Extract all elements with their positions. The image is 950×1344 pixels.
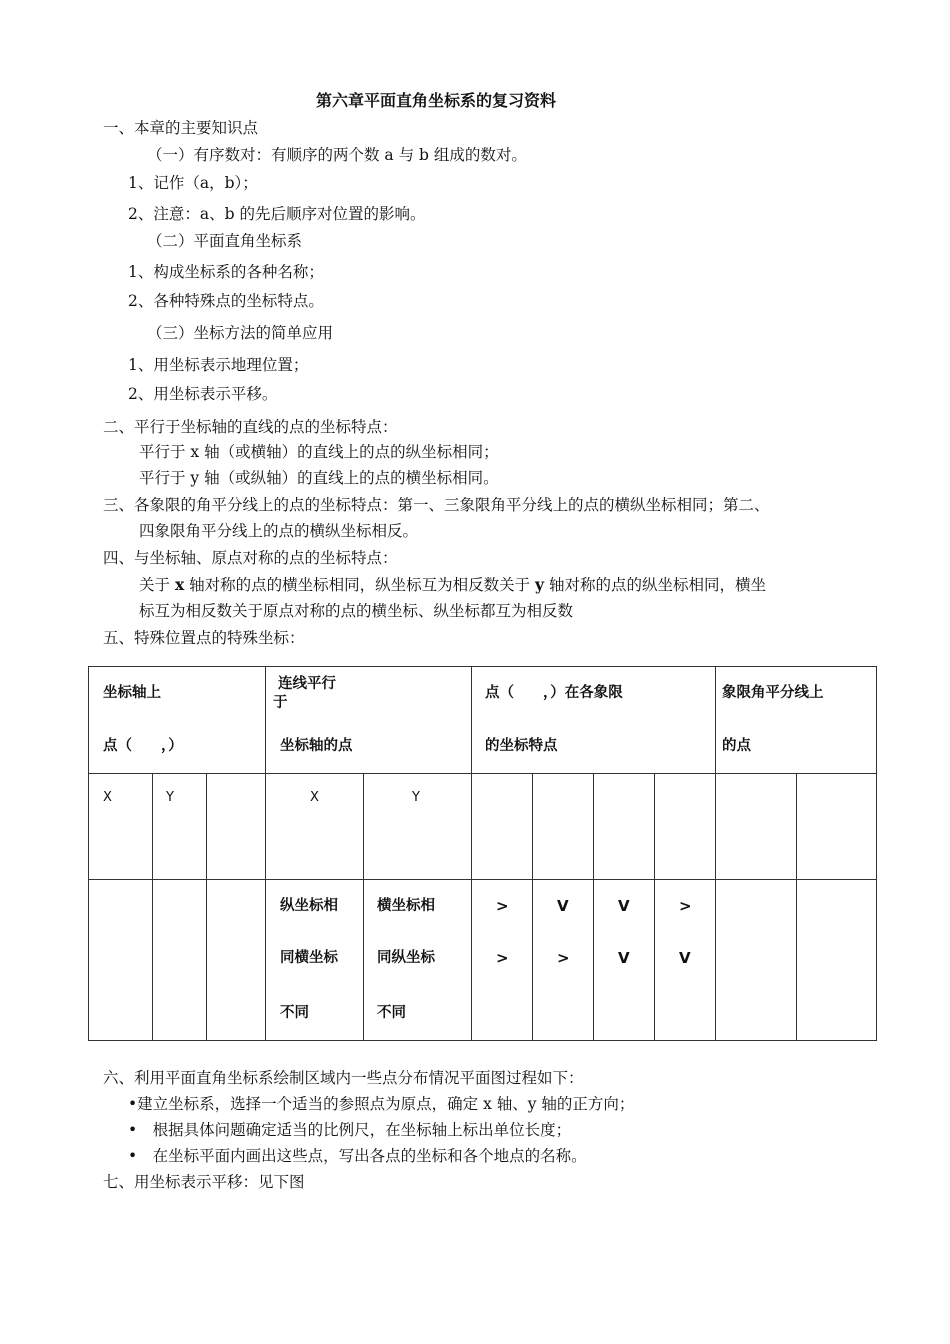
header-bisector-points — [716, 667, 877, 774]
header-parallel-line-3: 坐标轴的点 — [280, 738, 353, 754]
table-cell — [716, 774, 797, 880]
section-6-bullet-2: • 根据具体问题确定适当的比例尺，在坐标轴上标出单位长度； — [128, 1121, 572, 1139]
section-2-heading: 二、平行于坐标轴的直线的点的坐标特点： — [103, 418, 398, 436]
y-parallel-label: Y — [412, 790, 420, 805]
header-quadrant-line-2: 的坐标特点 — [485, 738, 558, 754]
table-cell — [797, 774, 877, 880]
header-axis-points — [89, 667, 266, 774]
section-6-bullet-3: • 在坐标平面内画出这些点，写出各点的坐标和各个地点的名称。 — [128, 1147, 587, 1165]
cell-y-label — [153, 774, 207, 880]
section-1-heading: 一、本章的主要知识点 — [103, 119, 259, 137]
table-cell — [716, 880, 797, 1041]
table-cell — [89, 880, 153, 1041]
header-axis-line-1: 坐标轴上 — [103, 685, 161, 701]
section-4-line-2: 标互为相反数关于原点对称的点的横坐标、纵坐标都互为相反数 — [139, 602, 574, 620]
section-3-line-2: 四象限角平分线上的点的横纵坐标相反。 — [139, 522, 419, 540]
special-coordinates-table — [88, 666, 877, 1041]
table-cell — [533, 774, 594, 880]
y-letter: y — [535, 575, 545, 594]
subsection-2-item-2: 2、各种特殊点的坐标特点。 — [128, 292, 324, 310]
parallel-y-line-1: 横坐标相 — [377, 898, 436, 914]
table-cell — [207, 880, 266, 1041]
quadrant-3-sign-y: V — [618, 949, 630, 967]
subsection-2-title: （二）平面直角坐标系 — [147, 232, 303, 250]
section-3-line-1: 三、各象限的角平分线上的点的坐标特点：第一、三象限角平分线上的点的横纵坐标相同；第二、 — [103, 496, 770, 514]
section-6-heading: 六、利用平面直角坐标系绘制区域内一些点分布情况平面图过程如下： — [103, 1069, 584, 1087]
table-cell — [153, 880, 207, 1041]
y-axis-label: Y — [166, 790, 174, 805]
table-cell — [655, 774, 716, 880]
quadrant-4-sign-y: V — [679, 949, 691, 967]
header-parallel-line-2: 于 — [273, 695, 288, 711]
quadrant-1-sign-x: > — [496, 897, 509, 915]
section-4-text-e: 轴对称的点的纵坐标相同，横坐 — [544, 576, 766, 594]
parallel-x-line-1: 纵坐标相 — [280, 898, 339, 914]
x-letter: x — [174, 575, 185, 594]
header-quadrant-features — [472, 667, 716, 774]
quadrant-3-sign-x: V — [618, 897, 630, 915]
subsection-3-title: （三）坐标方法的简单应用 — [147, 324, 334, 342]
header-parallel-line-1: 连线平行 — [278, 676, 337, 692]
section-4-line-1 — [139, 575, 766, 595]
subsection-3-item-1: 1、用坐标表示地理位置； — [128, 356, 309, 374]
table-cell — [797, 880, 877, 1041]
cell-quadrant-2 — [533, 880, 594, 1041]
cell-y-parallel-label — [364, 774, 472, 880]
cell-quadrant-4 — [655, 880, 716, 1041]
subsection-2-item-1: 1、构成坐标系的各种名称； — [128, 263, 324, 281]
subsection-1-item-2: 2、注意：a、b 的先后顺序对位置的影响。 — [128, 205, 426, 223]
subsection-3-item-2: 2、用坐标表示平移。 — [128, 385, 278, 403]
subsection-1-item-1: 1、记作（a，b）； — [128, 174, 258, 192]
header-quadrant-line-1: 点（ ，）在各象限 — [485, 685, 623, 701]
header-bisector-line-2: 的点 — [722, 738, 752, 754]
section-4-text-a: 关于 — [139, 576, 175, 594]
section-7-heading: 七、用坐标表示平移：见下图 — [103, 1173, 305, 1191]
table-cell — [207, 774, 266, 880]
header-bisector-line-1: 象限角平分线上 — [722, 685, 824, 701]
header-parallel-lines — [266, 667, 472, 774]
section-2-line-2: 平行于 y 轴（或纵轴）的直线上的点的横坐标相同。 — [139, 469, 499, 487]
section-2-line-1: 平行于 x 轴（或横轴）的直线上的点的纵坐标相同； — [139, 443, 499, 461]
quadrant-1-sign-y: > — [496, 949, 509, 967]
page-title: 第六章平面直角坐标系的复习资料 — [316, 91, 557, 110]
table-cell — [472, 774, 533, 880]
x-axis-label: X — [103, 790, 112, 805]
table-cell — [594, 774, 655, 880]
parallel-y-line-3: 不同 — [377, 1005, 407, 1021]
parallel-x-line-3: 不同 — [280, 1005, 310, 1021]
quadrant-2-sign-x: V — [557, 897, 569, 915]
section-4-heading: 四、与坐标轴、原点对称的点的坐标特点： — [103, 549, 398, 567]
parallel-x-line-2: 同横坐标 — [280, 950, 339, 966]
cell-x-label — [89, 774, 153, 880]
cell-parallel-x-feature — [266, 880, 364, 1041]
quadrant-4-sign-x: > — [679, 897, 692, 915]
header-axis-line-2: 点（ ，） — [103, 738, 183, 754]
quadrant-2-sign-y: > — [557, 949, 570, 967]
cell-quadrant-1 — [472, 880, 533, 1041]
section-6-bullet-1: •建立坐标系，选择一个适当的参照点为原点，确定 x 轴、y 轴的正方向； — [128, 1095, 635, 1113]
cell-x-parallel-label — [266, 774, 364, 880]
section-5-heading: 五、特殊位置点的特殊坐标： — [103, 629, 305, 647]
parallel-y-line-2: 同纵坐标 — [377, 950, 436, 966]
cell-quadrant-3 — [594, 880, 655, 1041]
cell-parallel-y-feature — [364, 880, 472, 1041]
subsection-1-title: （一）有序数对：有顺序的两个数 a 与 b 组成的数对。 — [147, 146, 527, 164]
section-4-text-c: 轴对称的点的横坐标相同，纵坐标互为相反数关于 — [184, 576, 536, 594]
x-parallel-label: X — [310, 790, 319, 805]
